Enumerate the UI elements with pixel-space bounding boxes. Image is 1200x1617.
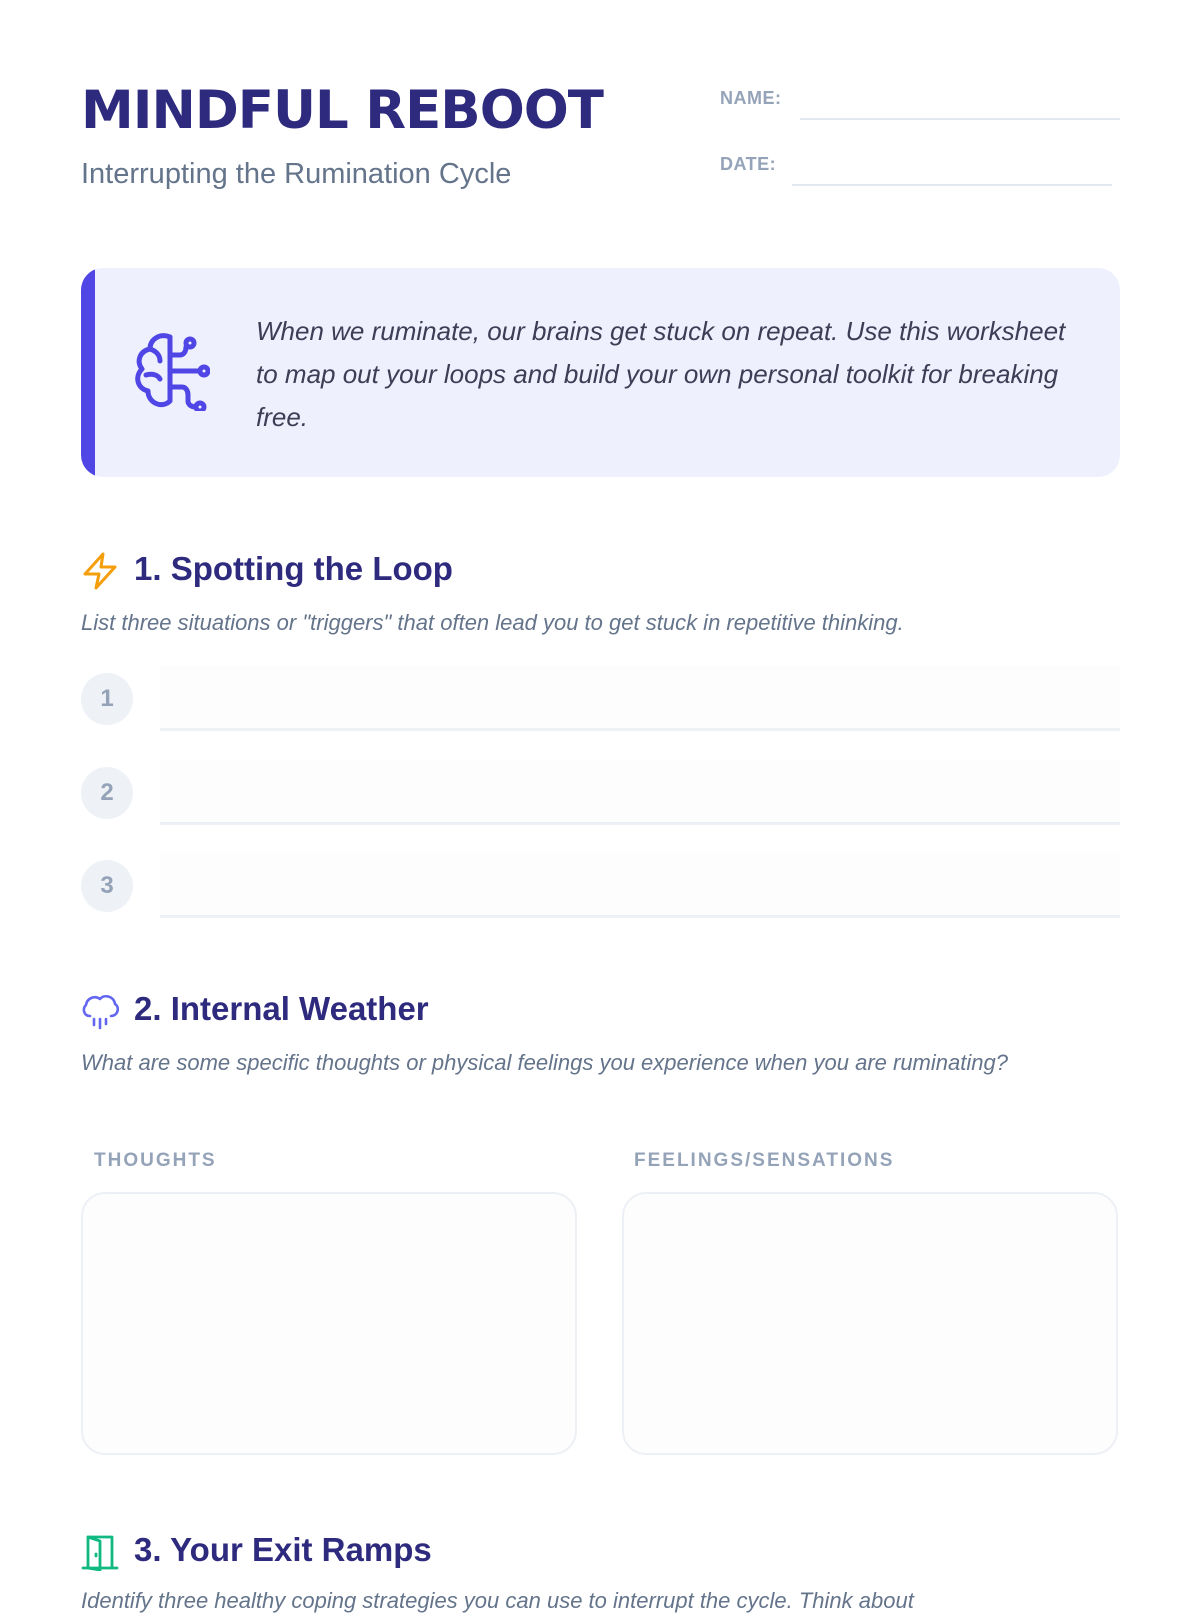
worksheet-page (81, 0, 1120, 1613)
name-field[interactable] (720, 82, 1120, 122)
name-label: NAME: (720, 88, 782, 108)
feelings-answer-box[interactable] (622, 1192, 1118, 1455)
number-badge: 3 (81, 860, 133, 912)
trigger-row (81, 853, 1120, 919)
worksheet-subtitle: Interrupting the Rumination Cycle (81, 158, 512, 190)
section-title: 1. Spotting the Loop (134, 550, 453, 587)
number-badge: 1 (81, 673, 133, 725)
trigger-row (81, 666, 1120, 732)
worksheet-title: MINDFUL REBOOT (81, 80, 603, 141)
lightning-bolt-icon (81, 552, 119, 590)
thoughts-label: THOUGHTS (94, 1150, 217, 1171)
name-line[interactable] (800, 118, 1120, 120)
door-exit-icon (81, 1533, 119, 1571)
rain-cloud-icon (81, 992, 119, 1030)
section-description: Identify three healthy coping strategies you can use to interrupt the cycle. Think about (81, 1588, 914, 1613)
date-label: DATE: (720, 154, 777, 174)
section-title: 2. Internal Weather (134, 990, 429, 1027)
section-description: What are some specific thoughts or physical feelings you experience when you are ruminating? (81, 1050, 1008, 1075)
feelings-label: FEELINGS/SENSATIONS (634, 1150, 895, 1171)
trigger-answer-field[interactable] (160, 666, 1120, 731)
date-line[interactable] (792, 184, 1112, 186)
trigger-answer-field[interactable] (160, 760, 1120, 825)
trigger-row (81, 760, 1120, 826)
date-field[interactable] (720, 148, 1120, 188)
trigger-answer-field[interactable] (160, 853, 1120, 918)
brain-circuit-icon (134, 331, 210, 411)
intro-text: When we ruminate, our brains get stuck on repeat. Use this worksheet to map out your loops and build your own personal toolkit for breaking free. (256, 316, 1066, 432)
thoughts-answer-box[interactable] (81, 1192, 577, 1455)
section-title: 3. Your Exit Ramps (134, 1531, 432, 1568)
section-description: List three situations or "triggers" that often lead you to get stuck in repetitive thinking. (81, 610, 904, 635)
callout-accent-bar (81, 268, 95, 477)
number-badge: 2 (81, 767, 133, 819)
intro-callout (81, 268, 1120, 477)
